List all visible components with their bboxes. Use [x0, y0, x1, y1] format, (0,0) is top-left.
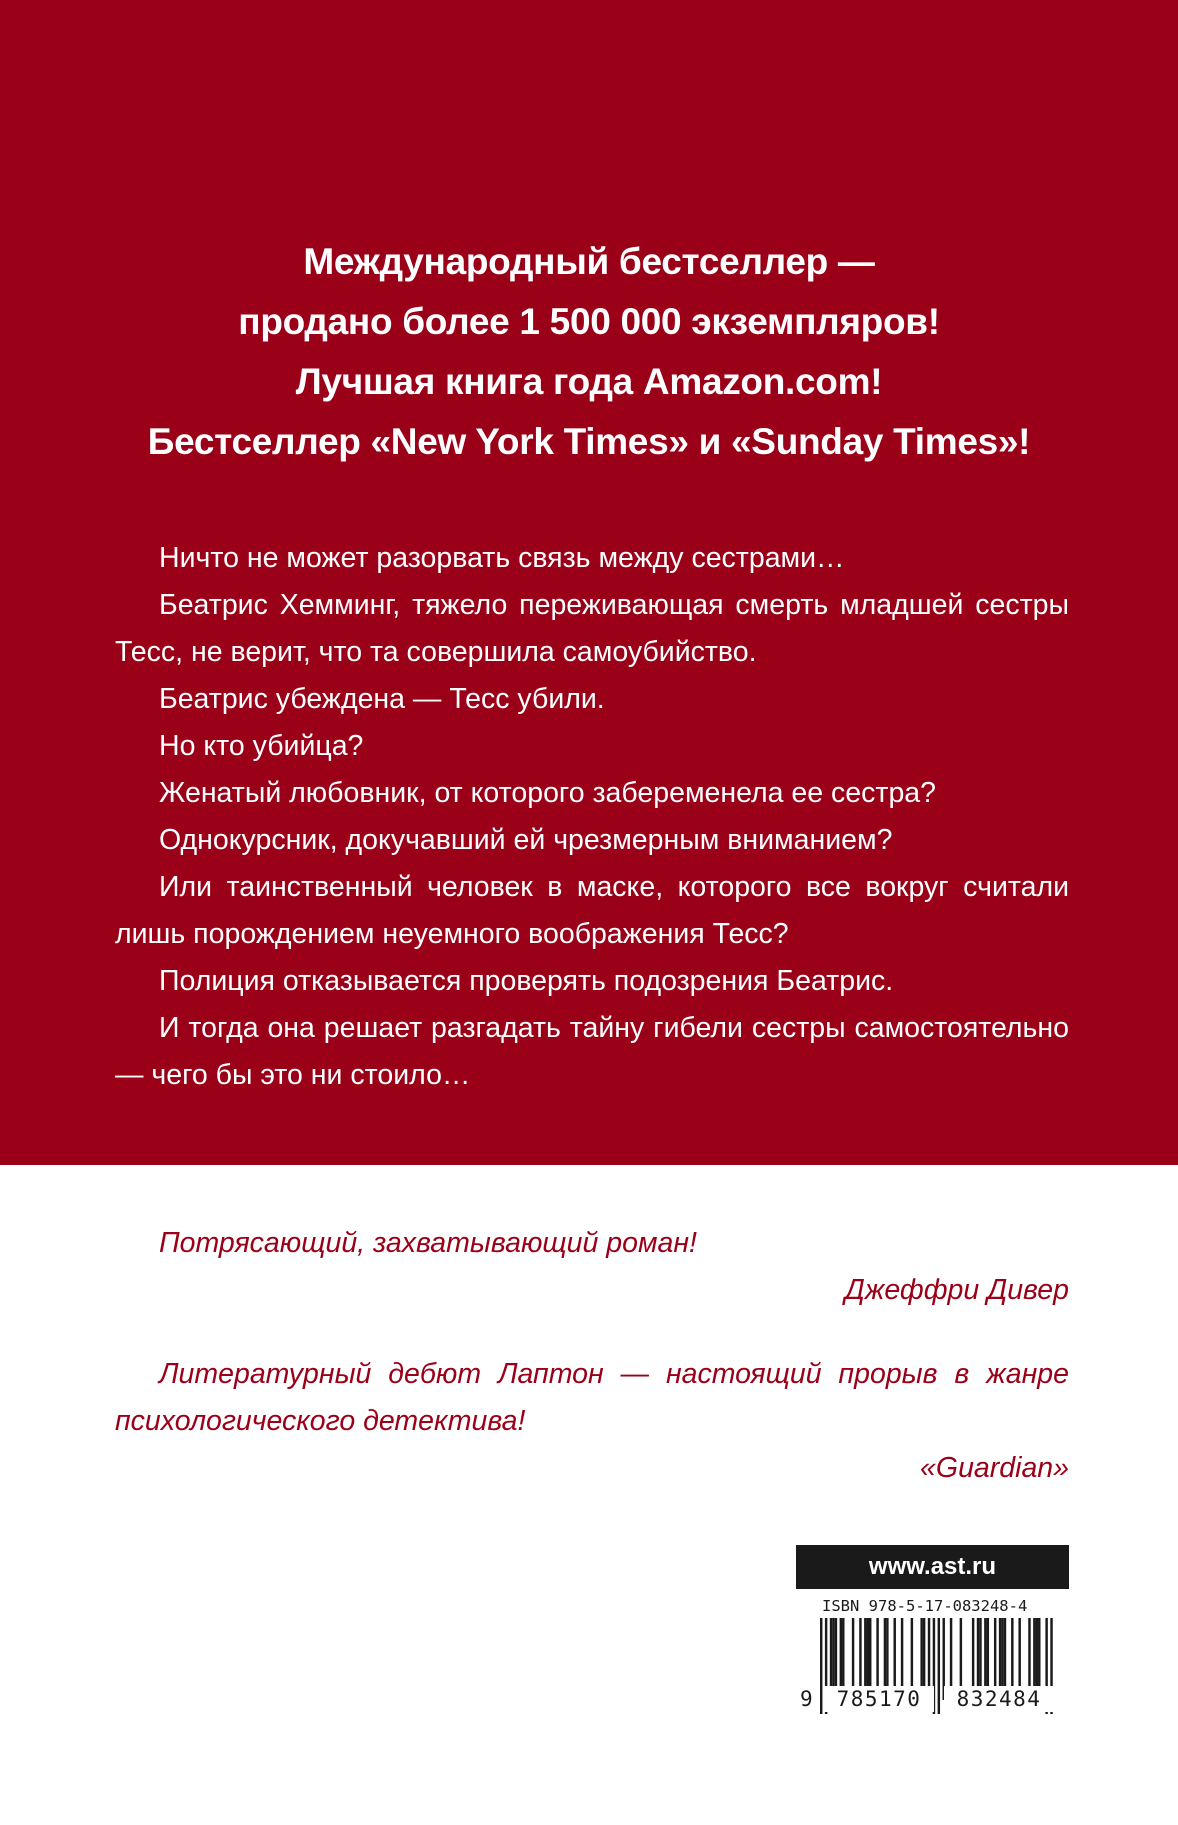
barcode [796, 1618, 1069, 1730]
barcode-bar [1050, 1618, 1052, 1714]
barcode-bar [943, 1618, 945, 1700]
headline-line: Бестселлер «New York Times» и «Sunday Times»! [147, 421, 1031, 462]
barcode-bar [884, 1618, 886, 1700]
blurb-paragraph: Ничто не может разорвать связь между сестрами… [159, 542, 845, 574]
barcode-bar [911, 1618, 913, 1700]
barcode-bar [835, 1618, 837, 1700]
isbn-number: ISBN 978-5-17-083248-4 [822, 1597, 1028, 1615]
barcode-bars [796, 1618, 1069, 1730]
blurb-paragraph: И тогда она решает разгадать тайну гибели сестры самостоятельно — чего бы это ни стоило… [115, 1012, 1069, 1091]
barcode-bar [972, 1618, 974, 1700]
barcode-bar [830, 1618, 832, 1700]
blurb-paragraph: Беатрис Хемминг, тяжело переживающая смерть младшей сестры Тесс, не верит, что та совершила самоубийство. [115, 589, 1069, 668]
headline-line: Международный бестселлер — [303, 241, 875, 282]
barcode-bar [920, 1618, 922, 1700]
barcode-bar [1036, 1618, 1038, 1700]
publisher-website[interactable]: www.ast.ru [796, 1545, 1069, 1589]
barcode-first-digit: 9 [800, 1687, 813, 1711]
barcode-bar [840, 1618, 842, 1700]
barcode-bar [1018, 1618, 1020, 1700]
barcode-bar [1001, 1618, 1003, 1700]
barcode-bar [938, 1618, 940, 1714]
barcode-bar [960, 1618, 962, 1700]
blurb-paragraph: Но кто убийца? [159, 730, 364, 762]
barcode-bar [852, 1618, 854, 1700]
barcode-bar [869, 1618, 871, 1700]
headline [0, 232, 1178, 472]
blurb-paragraph: Полиция отказывается проверять подозрения Беатрис. [159, 965, 894, 997]
review-quote-text: Литературный дебют Лаптон — настоящий прорыв в жанре психологического детектива! [115, 1358, 1069, 1437]
blurb-paragraph: Женатый любовник, от которого забеременела ее сестра? [159, 777, 937, 809]
barcode-bar [933, 1618, 935, 1714]
barcode-bar [979, 1618, 981, 1700]
barcode-bar [859, 1618, 861, 1700]
barcode-bar [886, 1618, 888, 1700]
barcode-bar [825, 1618, 827, 1714]
barcode-bar [1033, 1618, 1035, 1700]
barcode-bar [987, 1618, 989, 1700]
barcode-bar [832, 1618, 834, 1700]
barcode-bar [1045, 1618, 1047, 1714]
barcode-bar [950, 1618, 952, 1700]
barcode-bar [894, 1618, 896, 1700]
barcode-bar [876, 1618, 878, 1700]
barcode-bar [864, 1618, 866, 1700]
barcode-bar [842, 1618, 844, 1700]
barcode-bar [977, 1618, 979, 1700]
barcode-right-digits: 832484 [944, 1686, 1054, 1712]
barcode-bar [867, 1618, 869, 1700]
barcode-left-digits: 785170 [824, 1686, 934, 1712]
barcode-bar [994, 1618, 996, 1700]
barcode-bar [820, 1618, 822, 1714]
headline-line: Лучшая книга года Amazon.com! [295, 361, 883, 402]
review-quote-author: «Guardian» [920, 1452, 1069, 1484]
review-quote-text: Потрясающий, захватывающий роман! [159, 1227, 697, 1259]
blurb [115, 535, 1069, 1099]
blurb-paragraph: Или таинственный человек в маске, которого все вокруг считали лишь порождением неуемного воображения Тесс? [115, 871, 1069, 950]
barcode-bar [1028, 1618, 1030, 1700]
quote-spacer [115, 1314, 1069, 1351]
barcode-bar [1004, 1618, 1006, 1700]
barcode-bar [1038, 1618, 1040, 1700]
barcode-bar [984, 1618, 986, 1700]
barcode-bar [999, 1618, 1001, 1700]
barcode-bar [923, 1618, 925, 1700]
headline-line: продано более 1 500 000 экземпляров! [238, 301, 940, 342]
blurb-paragraph: Однокурсник, докучавший ей чрезмерным вниманием? [159, 824, 893, 856]
blurb-paragraph: Беатрис убеждена — Тесс убили. [159, 683, 605, 715]
barcode-bar [901, 1618, 903, 1700]
review-quote-author: Джеффри Дивер [844, 1274, 1069, 1306]
review-quotes [115, 1220, 1069, 1492]
barcode-bar [928, 1618, 930, 1700]
barcode-bar [1011, 1618, 1013, 1700]
